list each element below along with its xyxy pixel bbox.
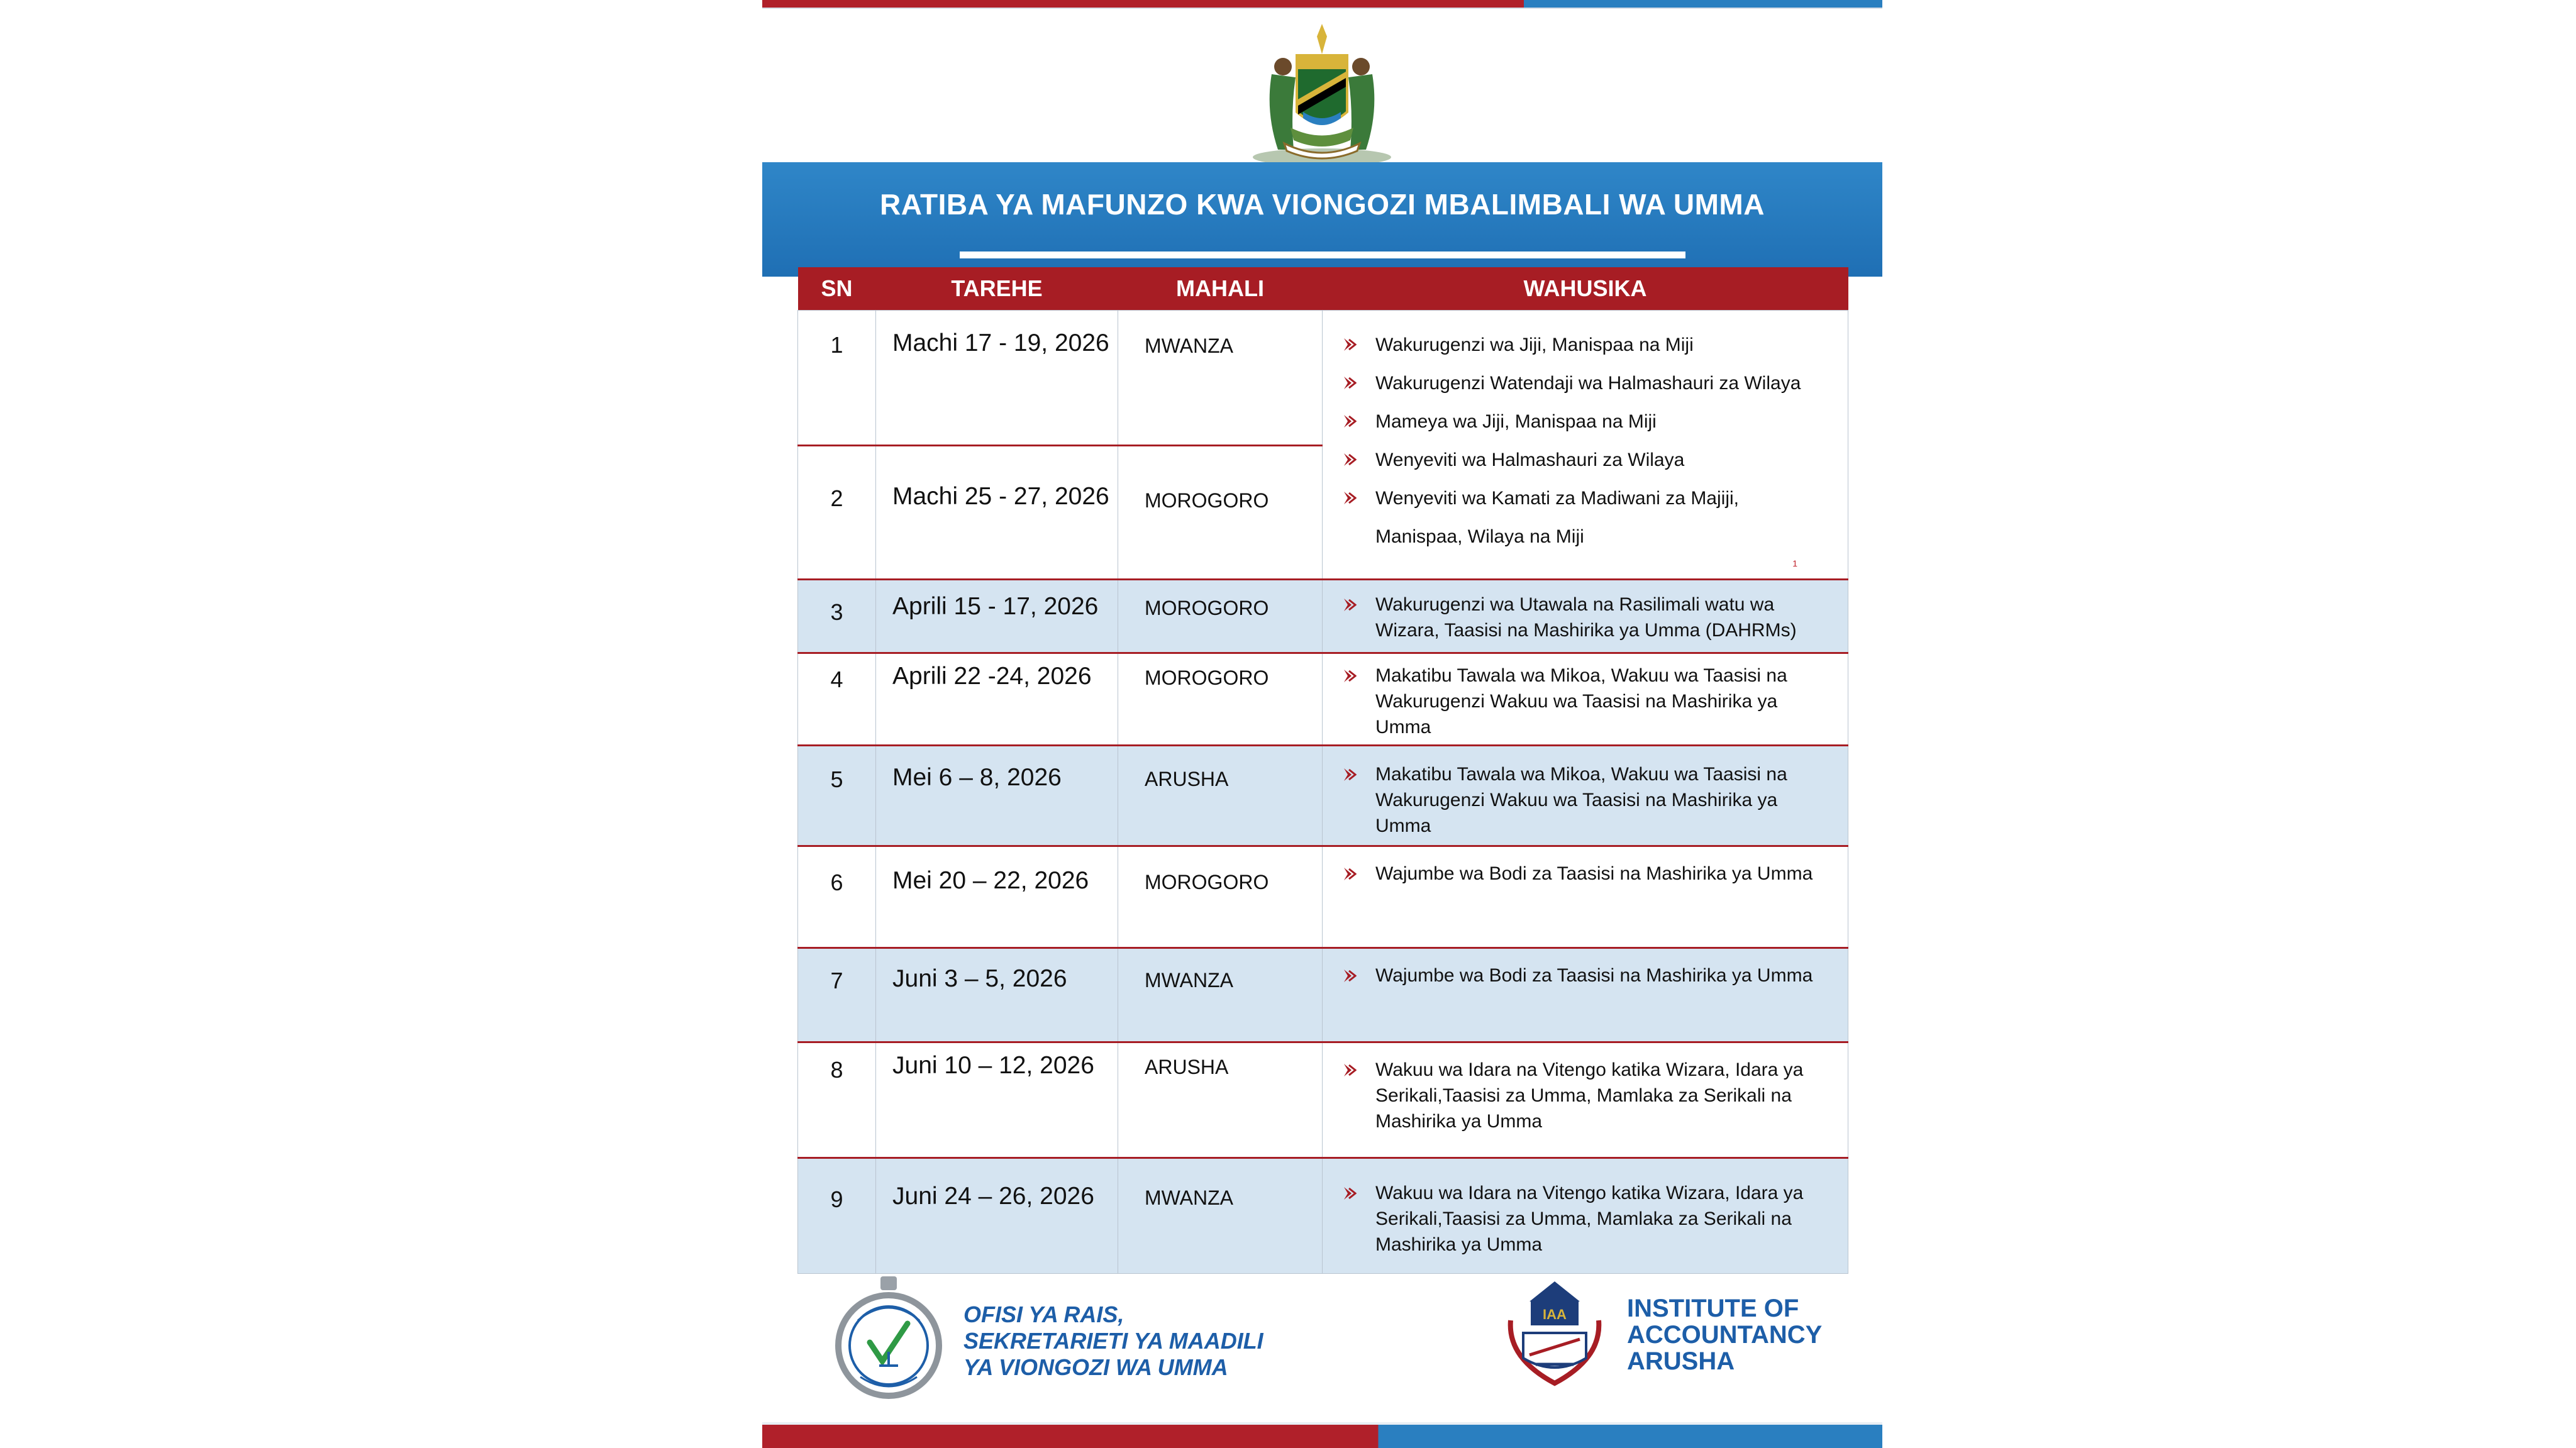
- row-date: Juni 10 – 12, 2026: [876, 1042, 1118, 1158]
- row-date: Aprili 15 - 17, 2026: [876, 580, 1118, 653]
- bullet-icon: [1341, 414, 1357, 429]
- row-participants: [1323, 1158, 1848, 1274]
- table-row: [798, 311, 1848, 446]
- table-row: [798, 1042, 1848, 1158]
- participants-list: [1341, 1057, 1835, 1134]
- list-item: [1341, 441, 1835, 479]
- table-row: [798, 948, 1848, 1042]
- row-date: Juni 3 – 5, 2026: [876, 948, 1118, 1042]
- row-participants: [1323, 846, 1848, 948]
- participant-text: Wakurugenzi wa Jiji, Manispaa na Miji: [1375, 334, 1694, 355]
- participant-text: Wakurugenzi wa Utawala na Rasilimali watu wa Wizara, Taasisi na Mashirika ya Umma (DAHRMs): [1375, 594, 1797, 641]
- list-item: [1341, 402, 1835, 441]
- row-place: MWANZA: [1118, 311, 1323, 446]
- title-banner: [762, 162, 1882, 277]
- row-date: Mei 6 – 8, 2026: [876, 746, 1118, 846]
- list-item: [1341, 963, 1835, 988]
- header-sn: SN: [798, 267, 876, 311]
- row-place: MWANZA: [1118, 948, 1323, 1042]
- footer-right-line: ARUSHA: [1627, 1347, 1735, 1375]
- bullet-icon: [1341, 375, 1357, 390]
- row-date: Machi 17 - 19, 2026: [876, 311, 1118, 446]
- row-participants: [1323, 653, 1848, 746]
- row-date: Mei 20 – 22, 2026: [876, 846, 1118, 948]
- participant-text: Wajumbe wa Bodi za Taasisi na Mashirika ya Umma: [1375, 863, 1813, 884]
- ethics-secretariat-logo: [835, 1276, 942, 1402]
- bullet-icon: [1341, 490, 1357, 506]
- list-item: [1341, 761, 1835, 839]
- bottom-stripe-accent: [762, 1422, 1882, 1425]
- header-tarehe: TAREHE: [876, 267, 1118, 311]
- bullet-icon: [1341, 866, 1357, 882]
- footnote-mark: 1: [1792, 558, 1797, 568]
- footer-left-line: YA VIONGOZI WA UMMA: [963, 1354, 1228, 1380]
- iaa-logo: [1492, 1276, 1618, 1390]
- list-item: [1341, 364, 1835, 402]
- row-sn: 1: [798, 311, 876, 446]
- participant-text: Wakuu wa Idara na Vitengo katika Wizara, Idara ya Serikali,Taasisi za Umma, Mamlaka za Serikali na Mashirika ya Umma: [1375, 1059, 1804, 1132]
- bullet-icon: [1341, 968, 1357, 983]
- participant-text: Wenyeviti wa Kamati za Madiwani za Majiji,: [1375, 488, 1739, 509]
- iaa-abbr: IAA: [1543, 1307, 1567, 1322]
- footer-right-line: ACCOUNTANCY: [1627, 1321, 1823, 1349]
- schedule-table: [797, 267, 1848, 1274]
- footer-right-line: INSTITUTE OF: [1627, 1295, 1799, 1322]
- row-place: MOROGORO: [1118, 653, 1323, 746]
- participant-text-continued: Manispaa, Wilaya na Miji: [1375, 526, 1584, 547]
- list-item: [1341, 592, 1835, 643]
- row-place: MOROGORO: [1118, 446, 1323, 580]
- row-sn: 7: [798, 948, 876, 1042]
- participants-list: [1341, 592, 1835, 643]
- table-row: [798, 746, 1848, 846]
- row-sn: 5: [798, 746, 876, 846]
- table-row: [798, 1158, 1848, 1274]
- banner-underline: [960, 251, 1685, 258]
- participants-list: [1341, 963, 1835, 988]
- bullet-icon: [1341, 1186, 1357, 1201]
- row-place: ARUSHA: [1118, 746, 1323, 846]
- bullet-icon: [1341, 767, 1357, 782]
- bullet-icon: [1341, 668, 1357, 683]
- table-row: [798, 846, 1848, 948]
- bottom-stripe: [762, 1422, 1882, 1448]
- participant-text: Mameya wa Jiji, Manispaa na Miji: [1375, 411, 1657, 432]
- participants-list: [1341, 663, 1835, 740]
- participants-list: [1341, 1180, 1835, 1257]
- list-item: [1341, 1057, 1835, 1134]
- poster: [762, 0, 1882, 1448]
- list-item: [1341, 861, 1835, 887]
- participant-text: Wajumbe wa Bodi za Taasisi na Mashirika ya Umma: [1375, 965, 1813, 986]
- row-date: Aprili 22 -24, 2026: [876, 653, 1118, 746]
- bullet-icon: [1341, 597, 1357, 612]
- row-sn: 9: [798, 1158, 876, 1274]
- row-participants: [1323, 580, 1848, 653]
- coat-of-arms-icon: [1246, 18, 1397, 169]
- row-place: MWANZA: [1118, 1158, 1323, 1274]
- table-header-row: [798, 267, 1848, 311]
- row-sn: 4: [798, 653, 876, 746]
- row-sn: 2: [798, 446, 876, 580]
- participant-text: Makatibu Tawala wa Mikoa, Wakuu wa Taasisi na Wakurugenzi Wakuu wa Taasisi na Mashirika ya Umma: [1375, 665, 1787, 738]
- list-item: [1341, 479, 1835, 556]
- row-place: ARUSHA: [1118, 1042, 1323, 1158]
- table-row: [798, 580, 1848, 653]
- list-item: [1341, 326, 1835, 364]
- row-place: MOROGORO: [1118, 580, 1323, 653]
- row-sn: 8: [798, 1042, 876, 1158]
- header-wahusika: WAHUSIKA: [1323, 267, 1848, 311]
- bullet-icon: [1341, 1063, 1357, 1078]
- footer-left-line: OFISI YA RAIS,: [963, 1302, 1124, 1327]
- row-sn: 6: [798, 846, 876, 948]
- list-item: [1341, 1180, 1835, 1257]
- row-sn: 3: [798, 580, 876, 653]
- footer-left-line: SEKRETARIETI YA MAADILI: [963, 1328, 1263, 1354]
- participant-text: Wakurugenzi Watendaji wa Halmashauri za Wilaya: [1375, 373, 1801, 394]
- row-place: MOROGORO: [1118, 846, 1323, 948]
- shared-participants-list: [1341, 326, 1835, 556]
- page-title: RATIBA YA MAFUNZO KWA VIONGOZI MBALIMBALI WA UMMA: [880, 188, 1765, 221]
- row-date: Machi 25 - 27, 2026: [876, 446, 1118, 580]
- bullet-icon: [1341, 337, 1357, 352]
- row-date: Juni 24 – 26, 2026: [876, 1158, 1118, 1274]
- participants-list: [1341, 761, 1835, 839]
- row-participants: [1323, 746, 1848, 846]
- iaa-name: [1627, 1295, 1822, 1374]
- header-mahali: MAHALI: [1118, 267, 1323, 311]
- table-row: [798, 653, 1848, 746]
- top-stripe: [762, 0, 1882, 8]
- list-item: [1341, 663, 1835, 740]
- participants-list: [1341, 861, 1835, 887]
- ethics-secretariat-name: [963, 1302, 1263, 1381]
- row-participants: [1323, 948, 1848, 1042]
- top-stripe-accent: [762, 8, 1882, 9]
- participant-text: Makatibu Tawala wa Mikoa, Wakuu wa Taasisi na Wakurugenzi Wakuu wa Taasisi na Mashirika ya Umma: [1375, 764, 1787, 836]
- participant-text: Wakuu wa Idara na Vitengo katika Wizara, Idara ya Serikali,Taasisi za Umma, Mamlaka za Serikali na Mashirika ya Umma: [1375, 1183, 1804, 1255]
- row-participants: [1323, 1042, 1848, 1158]
- bullet-icon: [1341, 452, 1357, 467]
- shared-participants-cell: [1323, 311, 1848, 580]
- participant-text: Wenyeviti wa Halmashauri za Wilaya: [1375, 450, 1685, 470]
